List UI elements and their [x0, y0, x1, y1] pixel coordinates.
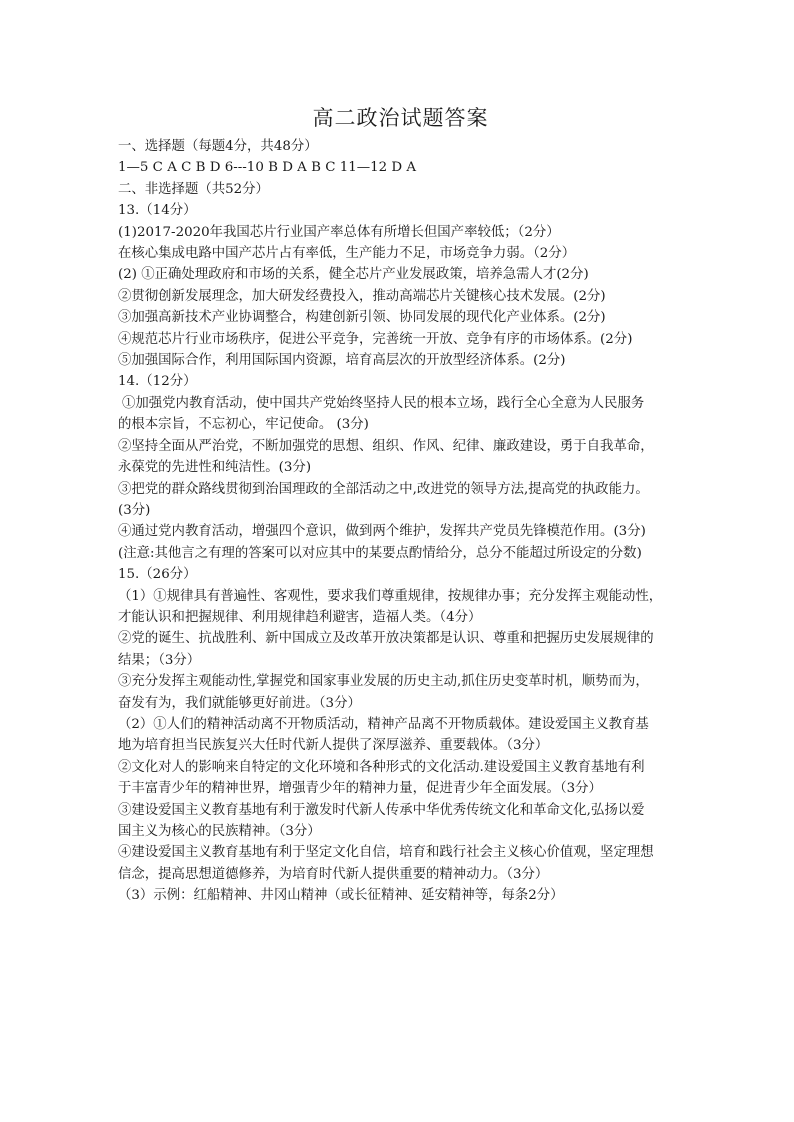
answer-body	[118, 136, 683, 907]
answer-line: (3分)	[118, 502, 151, 518]
answer-line: ③建设爱国主义教育基地有利于激发时代新人传承中华优秀传统文化和革命文化,弘扬以爱	[118, 802, 645, 818]
answer-line: 13.（14分）	[118, 203, 197, 219]
answer-line: ④通过党内教育活动，增强四个意识，做到两个维护，发挥共产党员先锋模范作用。(3分)	[118, 524, 646, 540]
answer-line: （3）示例：红船精神、井冈山精神（或长征精神、延安精神等，每条2分）	[118, 888, 564, 904]
answer-line: 奋发有为，我们就能够更好前进。（3分）	[118, 695, 361, 711]
answer-line: 地为培育担当民族复兴大任时代新人提供了深厚滋养、重要载体。（3分）	[118, 738, 549, 754]
answer-line: ③把党的群众路线贯彻到治国理政的全部活动之中,改进党的领导方法,提高党的执政能力。	[118, 481, 649, 497]
answer-sheet	[118, 104, 683, 907]
answer-line: ③加强高新技术产业协调整合，构建创新引领、协同发展的现代化产业体系。(2分)	[118, 310, 606, 326]
answer-line: 国主义为核心的民族精神。（3分）	[118, 824, 321, 839]
answer-line: （1）①规律具有普遍性、客观性，要求我们尊重规律，按规律办事；充分发挥主观能动性，	[118, 588, 663, 604]
answer-line: ⑤加强国际合作，利用国际国内资源，培育高层次的开放型经济体系。(2分)	[118, 353, 566, 369]
answer-line: 14.（12分）	[118, 374, 197, 390]
answer-line: ②贯彻创新发展理念，加大研发经费投入，推动高端芯片关键核心技术发展。(2分)	[118, 288, 606, 304]
answer-line: 15.（26分）	[118, 567, 197, 583]
answer-line: ②文化对人的影响来自特定的文化环境和各种形式的文化活动.建设爱国主义教育基地有利	[118, 759, 645, 775]
answer-line: 1—5 C A C B D 6---10 B D A B C 11—12 D A	[118, 160, 417, 176]
answer-line: ③充分发挥主观能动性,掌握党和国家事业发展的历史主动,抓住历史变革时机，顺势而为，	[118, 674, 649, 690]
answer-line: (注意:其他言之有理的答案可以对应其中的某要点酌情给分，总分不能超过所设定的分数)	[118, 545, 642, 561]
answer-line: 于丰富青少年的精神世界，增强青少年的精神力量，促进青少年全面发展。（3分）	[118, 781, 602, 797]
answer-line: 的根本宗旨，不忘初心，牢记使命。 (3分)	[118, 417, 369, 433]
answer-line: 在核心集成电路中国产芯片占有率低，生产能力不足，市场竞争力弱。（2分）	[118, 246, 576, 262]
answer-line: 信念，提高思想道德修养，为培育时代新人提供重要的精神动力。（3分）	[118, 866, 549, 882]
answer-line: 结果；（3分）	[118, 652, 201, 668]
answer-line: ②坚持全面从严治党，不断加强党的思想、组织、作风、纪律、廉政建设，勇于自我革命，	[118, 438, 654, 454]
page-title: 高二政治试题答案	[312, 106, 489, 130]
answer-line: （2）①人们的精神活动离不开物质活动，精神产品离不开物质载体。建设爱国主义教育基	[118, 716, 649, 732]
answer-line: 二、非选择题（共52分）	[118, 181, 269, 197]
answer-line: ①加强党内教育活动，使中国共产党始终坚持人民的根本立场，践行全心全意为人民服务	[122, 395, 645, 411]
answer-line: ④规范芯片行业市场秩序，促进公平竞争，完善统一开放、竞争有序的市场体系。(2分)	[118, 331, 633, 347]
answer-line: ④建设爱国主义教育基地有利于坚定文化自信，培育和践行社会主义核心价值观，坚定理想	[118, 845, 654, 861]
answer-line: ②党的诞生、抗战胜利、新中国成立及改革开放决策都是认识、尊重和把握历史发展规律的	[118, 631, 654, 647]
answer-line: (2) ①正确处理政府和市场的关系，健全芯片产业发展政策，培养急需人才(2分)	[118, 267, 589, 283]
answer-line: 才能认识和把握规律、利用规律趋利避害，造福人类。（4分）	[118, 609, 482, 625]
answer-line: 一、选择题（每题4分，共48分）	[118, 139, 318, 154]
answer-line: 永葆党的先进性和纯洁性。(3分)	[118, 460, 312, 476]
answer-line: (1)2017-2020年我国芯片行业国产率总体有所增长但国产率较低；（2分）	[118, 224, 560, 240]
